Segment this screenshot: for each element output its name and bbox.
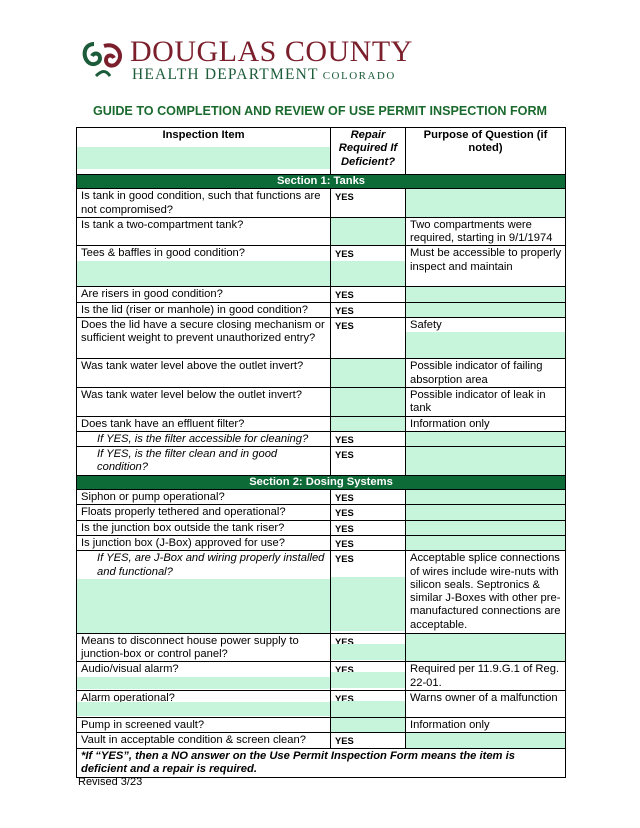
purpose-cell[interactable] <box>406 535 566 550</box>
purpose-cell: Required per 11.9.G.1 of Reg. 22-01. <box>406 662 566 691</box>
repair-cell: YES <box>331 490 406 505</box>
repair-label: YES <box>335 664 354 673</box>
repair-cell[interactable] <box>331 387 406 416</box>
table-row <box>77 387 566 416</box>
item-cell: Does the lid have a secure closing mechanism or sufficient weight to prevent unauthorized entry? <box>77 318 331 359</box>
footnote-row <box>77 748 566 778</box>
purpose-cell[interactable] <box>406 733 566 748</box>
purpose-cell: Warns owner of a malfunction <box>406 691 566 718</box>
table-row <box>77 733 566 748</box>
item-cell: Is tank a two-compartment tank? <box>77 217 331 246</box>
item-label: Tees & baffles in good condition? <box>81 247 245 260</box>
item-cell: If YES, is the filter clean and in good condition? <box>77 447 331 476</box>
fill-field[interactable] <box>331 672 405 688</box>
fill-field[interactable] <box>406 332 565 358</box>
purpose-cell: Two compartments were required, starting in 9/1/1974 <box>406 217 566 246</box>
purpose-cell[interactable] <box>406 287 566 302</box>
col-header-item-label: Inspection Item <box>162 129 245 141</box>
repair-cell <box>331 246 406 287</box>
section-title: Section 1: Tanks <box>77 175 566 189</box>
logo-swirl-icon <box>80 40 126 80</box>
fill-field[interactable] <box>331 577 405 631</box>
col-header-repair: Repair Required If Deficient? <box>331 128 406 175</box>
dept-label: HEALTH DEPARTMENT <box>132 66 319 83</box>
table-row <box>77 318 566 359</box>
repair-cell: YES <box>331 505 406 520</box>
table-row <box>77 691 566 718</box>
repair-label: YES <box>335 553 354 565</box>
item-cell: Vault in acceptable condition & screen clean? <box>77 733 331 748</box>
fill-field[interactable] <box>331 261 405 286</box>
repair-cell[interactable] <box>331 718 406 733</box>
footnote: *If “YES”, then a NO answer on the Use Permit Inspection Form means the item is deficient and a repair is required. <box>77 748 566 778</box>
item-cell <box>77 246 331 287</box>
item-cell: Was tank water level above the outlet invert? <box>77 359 331 388</box>
repair-cell: YES <box>331 431 406 446</box>
col-header-item <box>77 128 331 175</box>
table-row <box>77 551 566 634</box>
fill-field[interactable] <box>331 701 405 717</box>
org-name: DOUGLAS COUNTY <box>130 35 413 68</box>
purpose-cell[interactable] <box>406 505 566 520</box>
item-cell <box>77 691 331 718</box>
col-header-purpose: Purpose of Question (if noted) <box>406 128 566 175</box>
fill-field[interactable] <box>77 261 330 286</box>
repair-label: YES <box>335 635 354 644</box>
table-row <box>77 416 566 431</box>
repair-cell: YES <box>331 302 406 317</box>
table-row <box>77 431 566 446</box>
repair-cell: YES <box>331 318 406 359</box>
item-cell: Pump in screened vault? <box>77 718 331 733</box>
item-cell: Is the lid (riser or manhole) in good condition? <box>77 302 331 317</box>
item-cell <box>77 551 331 634</box>
fill-field[interactable] <box>77 579 330 633</box>
repair-cell: YES <box>331 287 406 302</box>
dept-state: COLORADO <box>322 70 396 82</box>
inspection-table <box>76 127 566 778</box>
repair-cell[interactable] <box>331 359 406 388</box>
table-row <box>77 505 566 520</box>
purpose-cell: Information only <box>406 718 566 733</box>
item-label: Alarm operational? <box>81 692 175 703</box>
fill-field[interactable] <box>77 677 330 689</box>
item-cell: Is the junction box outside the tank riser? <box>77 520 331 535</box>
section-header-tanks <box>77 175 566 189</box>
purpose-cell[interactable] <box>406 633 566 662</box>
purpose-cell[interactable] <box>406 189 566 218</box>
purpose-cell[interactable] <box>406 520 566 535</box>
purpose-cell: Possible indicator of leak in tank <box>406 387 566 416</box>
table-row <box>77 520 566 535</box>
table-row <box>77 189 566 218</box>
table-row <box>77 535 566 550</box>
repair-label: YES <box>335 248 354 260</box>
item-cell <box>77 662 331 691</box>
item-cell: Are risers in good condition? <box>77 287 331 302</box>
repair-cell: YES <box>331 447 406 476</box>
section-header-dosing <box>77 475 566 489</box>
table-header-row <box>77 128 566 175</box>
purpose-cell <box>406 318 566 359</box>
item-cell: Is tank in good condition, such that functions are not compromised? <box>77 189 331 218</box>
purpose-cell[interactable] <box>406 490 566 505</box>
purpose-cell[interactable] <box>406 447 566 476</box>
dept-name <box>132 66 396 84</box>
table-row <box>77 447 566 476</box>
fill-field[interactable] <box>77 702 330 716</box>
item-cell: If YES, is the filter accessible for cleaning? <box>77 431 331 446</box>
item-label: If YES, are J-Box and wiring properly installed and functional? <box>97 552 325 578</box>
purpose-cell: Acceptable splice connections of wires include wire-nuts with silicon seals. Septronics & similar J-Boxes with other pre-manufactured connections are acceptable. <box>406 551 566 634</box>
item-label: Audio/visual alarm? <box>81 663 179 676</box>
repair-cell[interactable] <box>331 416 406 431</box>
fill-field[interactable] <box>331 644 405 660</box>
repair-cell <box>331 633 406 662</box>
repair-cell[interactable] <box>331 217 406 246</box>
table-row <box>77 302 566 317</box>
revised-date: Revised 3/23 <box>78 776 143 788</box>
item-cell: Was tank water level below the outlet invert? <box>77 387 331 416</box>
repair-cell: YES <box>331 189 406 218</box>
purpose-cell[interactable] <box>406 431 566 446</box>
logo <box>80 35 413 88</box>
repair-label: YES <box>335 693 354 702</box>
purpose-cell: Information only <box>406 416 566 431</box>
purpose-cell: Must be accessible to properly inspect and maintain <box>406 246 566 287</box>
page-title: GUIDE TO COMPLETION AND REVIEW OF USE PERMIT INSPECTION FORM <box>92 104 548 118</box>
table-row <box>77 246 566 287</box>
repair-cell <box>331 551 406 634</box>
repair-cell: YES <box>331 520 406 535</box>
purpose-label: Safety <box>410 319 442 332</box>
table-row <box>77 217 566 246</box>
purpose-cell: Possible indicator of failing absorption area <box>406 359 566 388</box>
repair-cell: YES <box>331 733 406 748</box>
table-row <box>77 633 566 662</box>
item-cell: Does tank have an effluent filter? <box>77 416 331 431</box>
repair-cell <box>331 691 406 718</box>
repair-cell: YES <box>331 535 406 550</box>
item-cell: Floats properly tethered and operational? <box>77 505 331 520</box>
item-cell: Siphon or pump operational? <box>77 490 331 505</box>
repair-cell <box>331 662 406 691</box>
table-row <box>77 718 566 733</box>
table-row <box>77 359 566 388</box>
section-title: Section 2: Dosing Systems <box>77 475 566 489</box>
purpose-cell[interactable] <box>406 302 566 317</box>
table-row <box>77 662 566 691</box>
table-row <box>77 490 566 505</box>
item-cell: Means to disconnect house power supply to junction-box or control panel? <box>77 633 331 662</box>
item-cell: Is junction box (J-Box) approved for use? <box>77 535 331 550</box>
table-row <box>77 287 566 302</box>
fill-field[interactable] <box>77 147 330 169</box>
